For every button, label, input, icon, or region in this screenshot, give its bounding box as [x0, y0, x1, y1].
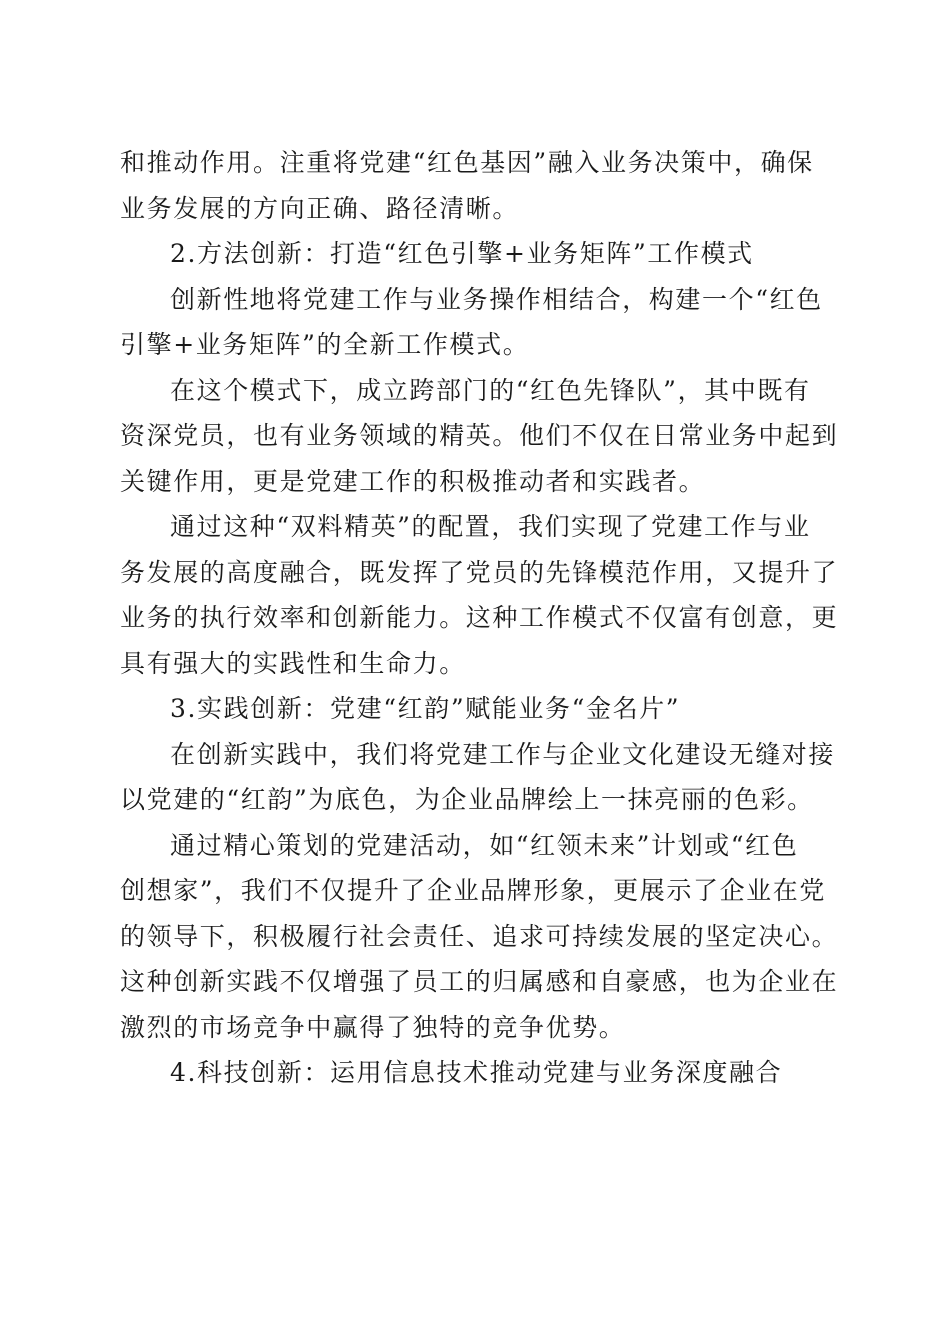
text-line: 具有强大的实践性和生命力。: [120, 648, 466, 678]
text-line: 的领导下，积极履行社会责任、追求可持续发展的坚定决心。: [120, 921, 839, 951]
section-heading: 4.科技创新：运用信息技术推动党建与业务深度融合: [170, 1058, 783, 1087]
section-heading: 3.实践创新：党建“红韵”赋能业务“金名片”: [170, 694, 681, 723]
text-line: 创想家”，我们不仅提升了企业品牌形象，更展示了企业在党: [120, 876, 826, 905]
text-line: 务发展的高度融合，既发挥了党员的先锋模范作用，又提升了: [120, 557, 839, 587]
text-line: 引擎+业务矩阵”的全新工作模式。: [120, 330, 530, 359]
text-line: 通过精心策划的党建活动，如“红领未来”计划或“红色: [170, 830, 799, 860]
text-line: 在这个模式下，成立跨部门的“红色先锋队”，其中既有: [170, 375, 811, 405]
text-line: 业务发展的方向正确、路径清晰。: [120, 193, 520, 223]
text-line: 激烈的市场竞争中赢得了独特的竞争优势。: [120, 1012, 626, 1042]
text-line: 资深党员，也有业务领域的精英。他们不仅在日常业务中起到: [120, 421, 839, 450]
section-heading: 2.方法创新：打造“红色引擎+业务矩阵”工作模式: [170, 239, 754, 268]
text-line: 在创新实践中，我们将党建工作与企业文化建设无缝对接: [170, 739, 836, 769]
text-line: 关键作用，更是党建工作的积极推动者和实践者。: [120, 466, 706, 496]
text-line: 这种创新实践不仅增强了员工的归属感和自豪感，也为企业在: [120, 967, 839, 996]
document-body: [120, 140, 839, 1096]
text-line: 业务的执行效率和创新能力。这种工作模式不仅富有创意，更: [120, 603, 839, 632]
text-line: 创新性地将党建工作与业务操作相结合，构建一个“红色: [170, 284, 823, 314]
text-line: 通过这种“双料精英”的配置，我们实现了党建工作与业: [170, 512, 811, 541]
text-line: 以党建的“红韵”为底色，为企业品牌绘上一抹亮丽的色彩。: [120, 785, 814, 814]
text-line: 和推动作用。注重将党建“红色基因”融入业务决策中，确保: [120, 148, 814, 177]
